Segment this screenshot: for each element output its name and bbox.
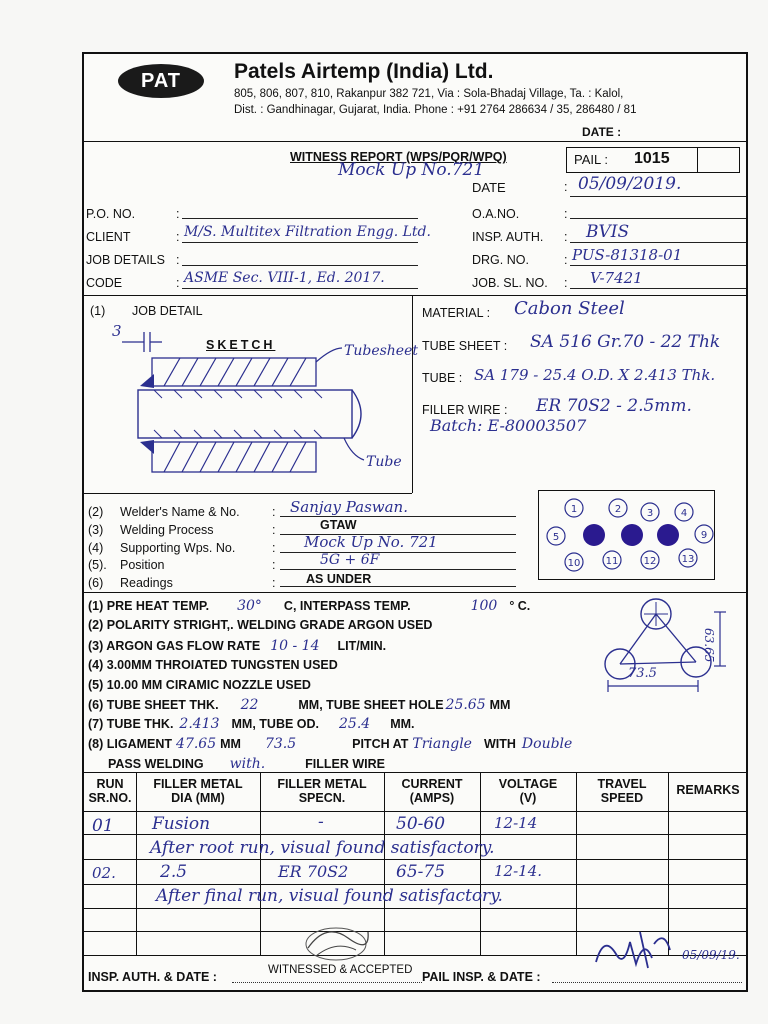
company-address-2: Dist. : Gandhinagar, Gujarat, India. Phone : +91 2764 286634 / 35, 286480 / 81 <box>234 104 637 116</box>
code-line <box>182 288 418 289</box>
header-filler-spec: FILLER METAL SPECN. <box>277 777 367 805</box>
welded-tube-hole <box>621 524 643 546</box>
tube-sheet-value: SA 516 Gr.70 - 22 Thk <box>530 332 721 352</box>
pail-number: 1015 <box>634 150 670 167</box>
job-sl-no-value: V-7421 <box>590 269 643 287</box>
tube-sheet-hole-value: 25.65 <box>445 697 486 713</box>
job-sl-no-line <box>570 288 746 289</box>
company-name: Patels Airtemp (India) Ltd. <box>234 60 494 83</box>
welding-process-value: GTAW <box>320 518 357 532</box>
tube-hole-label: 5 <box>552 532 560 543</box>
tube-value: SA 179 - 25.4 O.D. X 2.413 Thk. <box>474 366 716 384</box>
position-label: Position <box>120 558 165 572</box>
param-line-8: (8) LIGAMENT 47.65 MM 73.5 PITCH AT Triangle WITH Double <box>88 736 573 752</box>
insp-auth-date-label: INSP. AUTH. & DATE : <box>88 970 217 984</box>
po-no-line <box>182 218 418 219</box>
client-value: M/S. Multitex Filtration Engg. Ltd. <box>184 224 431 240</box>
company-address-1: 805, 806, 807, 810, Rakanpur 382 721, Via : Sola-Bhadaj Village, Ta. : Kalol, <box>234 88 624 100</box>
pitch-sketch <box>598 596 746 700</box>
insp-auth-date-line <box>232 982 422 983</box>
insp-auth-value: BVIS <box>586 222 630 242</box>
divider <box>412 295 413 493</box>
param-line-6: (6) TUBE SHEET THK. 22 MM, TUBE SHEET HOLE 25.65 MM <box>88 697 511 713</box>
oa-no-line <box>570 218 746 219</box>
tube-hole-label: 2 <box>614 504 622 515</box>
divider <box>82 811 748 812</box>
welder-num: (2) <box>88 505 104 519</box>
mock-up-number: Mock Up No.721 <box>338 160 485 180</box>
tube-od-value: 25.4 <box>339 716 371 732</box>
header-voltage: VOLTAGE (V) <box>498 777 558 805</box>
run-2-current: 65-75 <box>396 862 446 882</box>
run-2-dia: 2.5 <box>160 862 188 882</box>
stamp-seal <box>296 918 376 964</box>
readings-label: Readings <box>120 576 173 590</box>
header-remarks: REMARKS <box>676 783 740 797</box>
preheat-temp-value: 30° <box>237 598 262 614</box>
run-1-remark: After root run, visual found satisfactory. <box>150 838 495 858</box>
tube-layout-sketch <box>538 490 715 580</box>
tube-hole-label: 3 <box>646 508 654 519</box>
supporting-wps-label: Supporting Wps. No. <box>120 541 236 555</box>
po-no-label: P.O. NO. <box>86 207 136 221</box>
readings-num: (6) <box>88 576 104 590</box>
drg-no-value: PUS-81318-01 <box>572 246 683 264</box>
job-detail-num: (1) <box>90 304 106 318</box>
job-detail-label: JOB DETAIL <box>132 304 203 318</box>
readings-value: AS UNDER <box>306 572 372 586</box>
welder-name-label: Welder's Name & No. <box>120 505 240 519</box>
position-value: 5G + 6F <box>320 552 380 568</box>
code-value: ASME Sec. VIII-1, Ed. 2017. <box>184 270 385 286</box>
divider <box>82 493 412 494</box>
position-line <box>280 569 516 570</box>
tube-hole-label: 12 <box>643 556 657 567</box>
pass-count-value: Double <box>521 736 573 752</box>
witness-stamp-text: WITNESSED & ACCEPTED <box>268 964 413 976</box>
company-logo: PAT <box>118 64 204 98</box>
divider <box>82 908 748 909</box>
batch-value: Batch: E-80003507 <box>430 416 587 435</box>
supporting-wps-line <box>280 552 516 553</box>
run-1-current: 50-60 <box>396 814 446 834</box>
material-value: Cabon Steel <box>514 298 625 319</box>
drg-no-line <box>570 265 746 266</box>
filler-wire-label: FILLER WIRE : <box>422 403 508 417</box>
run-1-spec: - <box>318 812 324 832</box>
divider <box>697 147 698 173</box>
header-travel-speed: TRAVEL SPEED <box>597 777 647 805</box>
drg-no-label: DRG. NO. <box>472 253 529 267</box>
filler-usage-value: with. <box>229 756 266 772</box>
param-line-2: (2) POLARITY STRIGHT,. WELDING GRADE ARGON USED <box>88 618 433 632</box>
welded-tube-hole <box>583 524 605 546</box>
report-title: WITNESS REPORT (WPS/PQR/WPQ) <box>290 150 507 164</box>
welder-name-line <box>280 516 516 517</box>
tube-sheet-label: TUBE SHEET : <box>422 339 508 353</box>
welder-name-value: Sanjay Paswan. <box>290 498 408 516</box>
divider <box>82 884 748 885</box>
param-line-3: (3) ARGON GAS FLOW RATE 10 - 14 LIT/MIN. <box>88 638 387 654</box>
param-line-4: (4) 3.00MM THROIATED TUNGSTEN USED <box>88 658 338 672</box>
tube-hole-label: 10 <box>567 558 581 569</box>
ligament-value: 47.65 <box>176 736 217 752</box>
divider <box>82 772 748 773</box>
job-details-line <box>182 265 418 266</box>
oa-no-label: O.A.NO. <box>472 207 520 221</box>
tube-hole-label: 1 <box>570 504 578 515</box>
pail-insp-date-label: PAIL INSP. & DATE : <box>422 970 541 984</box>
sketch-label: SKETCH <box>206 338 276 352</box>
divider <box>82 295 748 296</box>
job-details-label: JOB DETAILS <box>86 253 165 267</box>
process-num: (3) <box>88 523 104 537</box>
run-1-voltage: 12-14 <box>494 814 538 832</box>
job-sl-no-label: JOB. SL. NO. <box>472 276 548 290</box>
supporting-wps-value: Mock Up No. 721 <box>304 533 438 551</box>
tube-hole-label: 4 <box>680 508 688 519</box>
pitch-pattern-value: Triangle <box>412 736 472 752</box>
client-label: CLIENT <box>86 230 131 244</box>
date-line <box>570 196 746 197</box>
insp-auth-line <box>570 242 746 243</box>
signature-date: 05/09/19. <box>682 948 740 962</box>
filler-wire-value: ER 70S2 - 2.5mm. <box>536 396 692 416</box>
header-run: RUN SR.NO. <box>88 777 132 805</box>
pitch-horizontal-dim: 73.5 <box>628 666 657 681</box>
header-date-label: DATE : <box>582 125 622 139</box>
readings-line <box>280 586 516 587</box>
header-current: CURRENT (AMPS) <box>401 777 463 805</box>
divider <box>82 141 748 142</box>
param-line-9: PASS WELDING with. FILLER WIRE <box>108 756 386 772</box>
report-date: 05/09/2019. <box>578 174 682 194</box>
run-1-dia: Fusion <box>152 814 211 834</box>
tube-label: TUBE : <box>422 371 463 385</box>
tubesheet-note: Tubesheet <box>344 343 418 359</box>
date-label: DATE <box>472 180 506 195</box>
wps-num: (4) <box>88 541 104 555</box>
code-label: CODE <box>86 276 123 290</box>
pitch-value: 73.5 <box>264 736 297 752</box>
divider <box>82 834 748 835</box>
pail-signature <box>590 924 690 974</box>
divider <box>82 592 748 593</box>
run-2-no: 02. <box>92 864 116 882</box>
interpass-temp-value: 100 <box>470 598 498 614</box>
tube-note: Tube <box>366 454 402 470</box>
header-filler-dia: FILLER METAL DIA (MM) <box>153 777 243 805</box>
divider <box>82 859 748 860</box>
param-line-1: (1) PRE HEAT TEMP. 30° C, INTERPASS TEMP. 100 ° C. <box>88 598 531 614</box>
tube-thk-value: 2.413 <box>179 716 220 732</box>
tube-hole-label: 11 <box>605 556 619 567</box>
pitch-vertical-dim: 63.65 <box>702 628 716 663</box>
insp-auth-label: INSP. AUTH. <box>472 230 544 244</box>
param-line-7: (7) TUBE THK. 2.413 MM, TUBE OD. 25.4 MM. <box>88 716 415 732</box>
pail-insp-date-line <box>552 982 742 983</box>
welding-process-label: Welding Process <box>120 523 214 537</box>
run-2-spec: ER 70S2 <box>278 862 349 881</box>
welded-tube-hole <box>657 524 679 546</box>
client-line <box>182 242 418 243</box>
pail-label: PAIL : <box>574 152 608 167</box>
tube-hole-label: 9 <box>700 530 708 541</box>
run-2-remark: After final run, visual found satisfactory. <box>156 886 503 906</box>
run-2-voltage: 12-14. <box>494 862 543 880</box>
tube-sheet-thk-value: 22 <box>240 697 259 713</box>
run-1-no: 01 <box>92 816 114 836</box>
material-label: MATERIAL : <box>422 306 491 320</box>
argon-flow-value: 10 - 14 <box>270 638 320 654</box>
param-line-5: (5) 10.00 MM CIRAMIC NOZZLE USED <box>88 678 311 692</box>
tube-hole-label: 13 <box>681 554 695 565</box>
position-num: (5). <box>88 558 107 572</box>
sketch-dim-3: 3 <box>112 322 122 340</box>
